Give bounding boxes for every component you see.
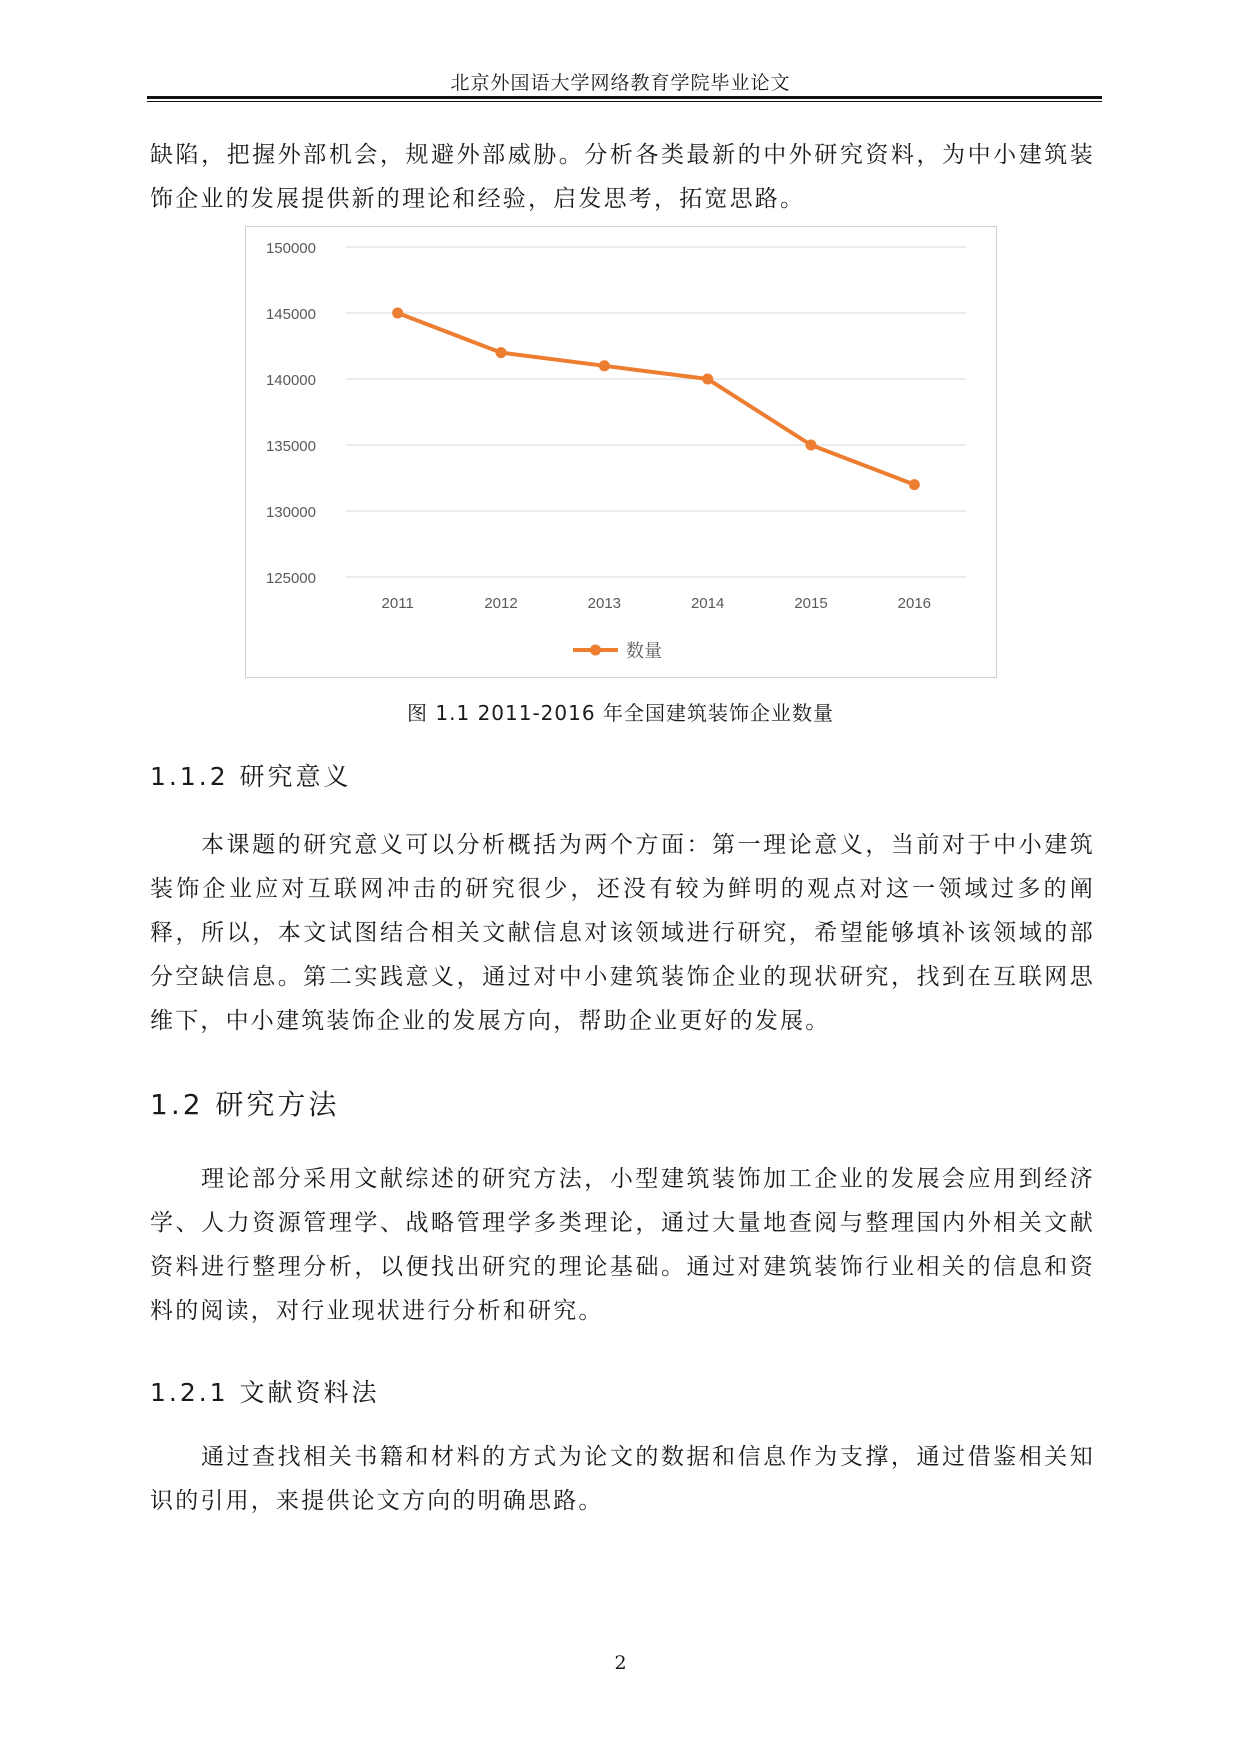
x-tick-label: 2012: [484, 595, 518, 612]
figure-caption: 图 1.1 2011-2016 年全国建筑装饰企业数量: [407, 701, 834, 725]
data-point: [909, 479, 920, 490]
x-tick-label: 2015: [794, 595, 828, 612]
paragraph-research-methods: 理论部分采用文献综述的研究方法，小型建筑装饰加工企业的发展会应用到经济学、人力资源管理学、战略管理学多类理论，通过大量地查阅与整理国内外相关文献资料进行整理分析，以便找出研究的理论基础。通过对建筑装饰行业相关的信息和资料的阅读，对行业现状进行分析和研究。: [150, 1166, 1095, 1324]
y-tick-label: 150000: [265, 240, 316, 257]
header-rule-thin: [147, 101, 1102, 102]
y-tick-label: 130000: [265, 504, 316, 521]
running-header: 北京外国语大学网络教育学院毕业论文: [450, 72, 791, 94]
line-chart: [245, 226, 997, 678]
heading-1-2-1: 1.2.1 文献资料法: [150, 1378, 380, 1407]
heading-1-2: 1.2 研究方法: [150, 1088, 340, 1121]
paragraph-literature-method: 通过查找相关书籍和材料的方式为论文的数据和信息作为支撑，通过借鉴相关知识的引用，来提供论文方向的明确思路。: [150, 1444, 1095, 1514]
y-tick-label: 125000: [265, 570, 316, 587]
chart-gridlines: [346, 247, 966, 577]
x-tick-label: 2011: [381, 595, 414, 612]
x-tick-label: 2013: [587, 595, 622, 612]
x-tick-label: 2016: [897, 595, 932, 612]
y-tick-label: 140000: [265, 372, 316, 389]
data-point: [496, 347, 507, 358]
chart-x-tick-labels: [382, 595, 931, 612]
header-rule-thick: [147, 96, 1102, 99]
y-tick-label: 145000: [265, 306, 316, 323]
intro-paragraph: 缺陷，把握外部机会，规避外部威胁。分析各类最新的中外研究资料，为中小建筑装饰企业的发展提供新的理论和经验，启发思考，拓宽思路。: [150, 142, 1095, 212]
data-point: [702, 374, 713, 385]
chart-svg: [246, 227, 996, 677]
data-point: [806, 440, 817, 451]
legend-marker: [590, 645, 601, 656]
chart-y-tick-labels: [266, 240, 316, 587]
data-point: [599, 360, 610, 371]
paragraph-research-significance: 本课题的研究意义可以分析概括为两个方面：第一理论意义，当前对于中小建筑装饰企业应对互联网冲击的研究很少，还没有较为鲜明的观点对这一领域过多的阐释，所以，本文试图结合相关文献信息对该领域进行研究，希望能够填补该领域的部分空缺信息。第二实践意义，通过对中小建筑装饰企业的现状研究，找到在互联网思维下，中小建筑装饰企业的发展方向，帮助企业更好的发展。: [150, 832, 1095, 1034]
legend-label: 数量: [626, 641, 662, 662]
y-tick-label: 135000: [265, 438, 316, 455]
page-number: 2: [614, 1652, 627, 1674]
data-point: [392, 308, 403, 319]
x-tick-label: 2014: [690, 595, 725, 612]
chart-series: [392, 308, 920, 491]
heading-1-1-2: 1.1.2 研究意义: [150, 762, 352, 791]
chart-legend: [573, 641, 662, 662]
series-line: [398, 313, 915, 485]
